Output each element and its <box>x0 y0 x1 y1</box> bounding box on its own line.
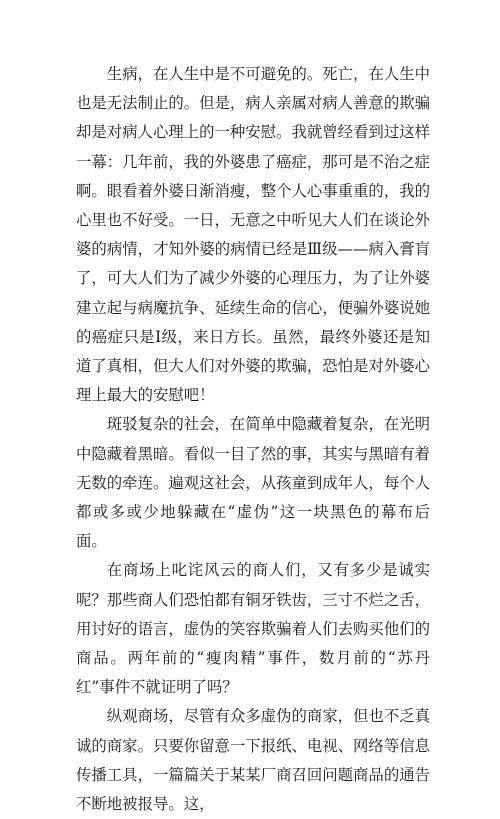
document-body <box>76 60 430 819</box>
paragraph-1: 生病，在人生中是不可避免的。死亡，在人生中也是无法制止的。但是，病人亲属对病人善意的欺骗却是对病人心理上的一种安慰。我就曾经看到过这样一幕：几年前，我的外婆患了癌症，那可是不治之症啊。眼看着外婆日渐消瘦，整个人心事重重的，我的心里也不好受。一日，无意之中听见大人们在谈论外婆的病情，才知外婆的病情已经是Ⅲ级——病入膏肓了，可大人们为了减少外婆的心理压力，为了让外婆建立起与病魔抗争、延续生命的信心，便骗外婆说她的癌症只是Ⅰ级，来日方长。虽然，最终外婆还是知道了真相，但大人们对外婆的欺骗，恐怕是对外婆心理上最大的安慰吧！ <box>76 65 431 405</box>
paragraph-4: 纵观商场，尽管有众多虚伪的商家，但也不乏真诚的商家。只要你留意一下报纸、电视、网络等信息传播工具，一篇篇关于某某厂商召回问题商品的通告不断地被报导。这， <box>76 707 431 814</box>
paragraph-2: 斑驳复杂的社会，在简单中隐藏着复杂，在光明中隐藏着黑暗。看似一目了然的事，其实与黑暗有着无数的牵连。遍观这社会，从孩童到成年人，每个人都或多或少地躲藏在“虚伪”这一块黑色的幕布后面。 <box>76 415 431 551</box>
paragraph-3: 在商场上叱诧风云的商人们，又有多少是诚实呢？那些商人们恐怕都有铜牙铁齿，三寸不烂之舌，用讨好的语言，虚伪的笑容欺骗着人们去购买他们的商品。两年前的“瘦肉精”事件，数月前的“苏丹红”事件不就证明了吗？ <box>76 561 430 697</box>
